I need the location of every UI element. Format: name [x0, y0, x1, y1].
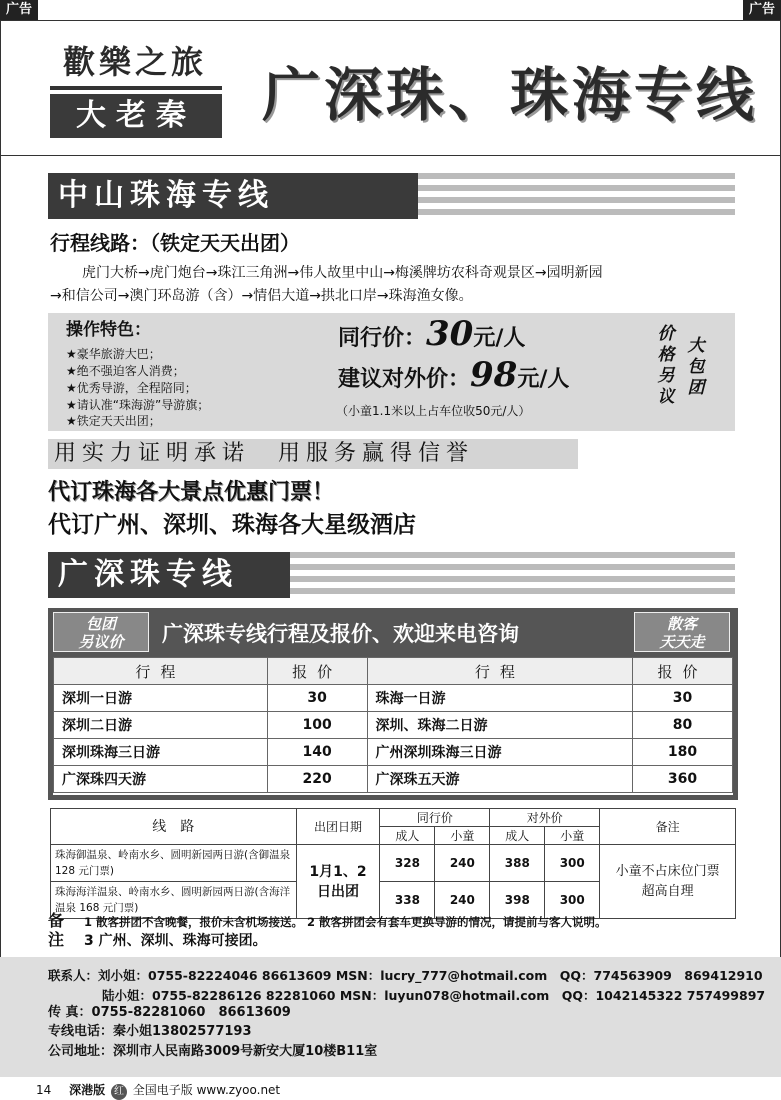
- child-price-note: （小童1.1米以上占车位收50元/人）: [336, 404, 531, 418]
- peer-price: [338, 314, 526, 355]
- notes-label-2: 注: [48, 930, 65, 949]
- price-cell: 338: [380, 882, 435, 919]
- peer-price-value: 30: [426, 314, 474, 354]
- price-cell: 180: [633, 739, 733, 766]
- brand-name: 大老秦: [50, 94, 222, 138]
- badge-line: 包团: [85, 615, 116, 633]
- price-cell: 360: [633, 766, 733, 793]
- header-divider: [0, 155, 781, 156]
- price-cell: 300: [545, 882, 600, 919]
- ad-label-right: 广告: [743, 0, 781, 20]
- remark-cell: 小童不占床位门票超高自理: [600, 845, 736, 919]
- col-adult: 成人: [380, 827, 435, 845]
- section-stripes: [290, 552, 735, 598]
- col-child: 小童: [545, 827, 600, 845]
- feature-item: ★豪华旅游大巴；: [66, 347, 161, 361]
- price-panel-title: 广深珠专线行程及报价、欢迎来电咨询: [162, 622, 519, 646]
- badge-daily: [634, 612, 730, 652]
- price-cell: 100: [267, 712, 367, 739]
- footer: [36, 1080, 280, 1100]
- col-child: 小童: [435, 827, 490, 845]
- brand-divider: [50, 86, 222, 90]
- retail-price: [338, 355, 570, 396]
- price-cell: 240: [435, 845, 490, 882]
- section-stripes: [418, 173, 735, 219]
- table-header: [54, 658, 733, 685]
- price-cell: 328: [380, 845, 435, 882]
- price-cell: 30: [267, 685, 367, 712]
- col-peer: 同行价: [380, 809, 490, 827]
- notes-line-2: 3 广州、深圳、珠海可接团。: [84, 933, 267, 949]
- col-price: 报价: [267, 658, 367, 685]
- notes-line-1: 1 散客拼团不含晚餐，报价未含机场接送。 2 散客拼团会有套车更换导游的情况，请提前与客人说明。: [84, 915, 607, 929]
- table-row: [54, 685, 733, 712]
- fax-line: 传 真：0755-82281060 86613609: [48, 1005, 291, 1020]
- hotline-line: 专线电话：秦小姐13802577193: [48, 1024, 252, 1039]
- price-cell: 30: [633, 685, 733, 712]
- route-line-2: →和信公司→澳门环岛游（含）→情侣大道→拱北口岸→珠海渔女像。: [50, 288, 473, 304]
- address-line: 公司地址：深圳市人民南路3009号新安大厦10楼B11室: [48, 1044, 378, 1059]
- price-cell: 80: [633, 712, 733, 739]
- feature-item: ★绝不强迫客人消费；: [66, 364, 185, 378]
- price-cell: 388: [490, 845, 545, 882]
- price-cell: 140: [267, 739, 367, 766]
- route-cell: 广深珠四天游: [54, 766, 268, 793]
- badge-group-price: [53, 612, 149, 652]
- col-route: 行程: [367, 658, 633, 685]
- features-title: 操作特色：: [66, 320, 151, 340]
- price-cell: 220: [267, 766, 367, 793]
- section-title-gsz: 广深珠专线: [48, 552, 290, 598]
- hot-spring-table: [50, 808, 736, 919]
- col-route: 线 路: [51, 809, 297, 845]
- page-title: 广深珠、珠海专线: [262, 61, 759, 129]
- page-number: 14: [36, 1083, 52, 1097]
- table-row: [54, 766, 733, 793]
- retail-price-unit: 元/人: [517, 367, 570, 392]
- ad-label-left: 广告: [0, 0, 38, 20]
- route-cell: 广州深圳珠海三日游: [367, 739, 633, 766]
- route-cell: 深圳二日游: [54, 712, 268, 739]
- table-row: [54, 712, 733, 739]
- vertical-price-note: 价格另议: [657, 324, 675, 407]
- table-row: [51, 845, 736, 882]
- table-row: [54, 739, 733, 766]
- price-cell: 300: [545, 845, 600, 882]
- edition-label: 深港版: [69, 1083, 106, 1097]
- price-cell: 240: [435, 882, 490, 919]
- col-route: 行程: [54, 658, 268, 685]
- col-adult: 成人: [490, 827, 545, 845]
- badge-line: 散客: [666, 615, 697, 633]
- route-price-table: [53, 657, 733, 795]
- feature-item: ★铁定天天出团；: [66, 414, 161, 428]
- route-cell: 珠海一日游: [367, 685, 633, 712]
- col-remark: 备注: [600, 809, 736, 845]
- retail-price-label: 建议对外价：: [338, 367, 471, 392]
- route-cell: 广深珠五天游: [367, 766, 633, 793]
- vertical-group-note: 大包团: [687, 336, 705, 398]
- route-cell: 珠海海洋温泉、岭南水乡、圆明新园两日游(含海洋温泉 168 元门票): [51, 882, 297, 919]
- route-line-1: 虎门大桥→虎门炮台→珠江三角洲→伟人故里中山→梅溪牌坊农科奇观景区→园明新园: [82, 265, 603, 281]
- peer-price-unit: 元/人: [473, 326, 526, 351]
- feature-item: ★优秀导游，全程陪同；: [66, 381, 197, 395]
- edition-badge-icon: 红: [111, 1084, 127, 1100]
- brand-logo-text: 歡樂之旅: [62, 43, 207, 81]
- section-title-zhongshan: 中山珠海专线: [48, 173, 418, 219]
- contact-line-1: 联系人：刘小姐：0755-82224046 86613609 MSN：lucry_777@hotmail.com QQ：774563909 869412910: [48, 968, 763, 983]
- col-retail: 对外价: [490, 809, 600, 827]
- slogan: [48, 439, 578, 469]
- route-title: 行程线路：（铁定天天出团）: [50, 231, 300, 255]
- route-cell: 深圳珠海三日游: [54, 739, 268, 766]
- retail-price-value: 98: [470, 355, 518, 395]
- notes-label-1: 备: [48, 911, 65, 930]
- promo-tickets: 代订珠海各大景点优惠门票！: [48, 480, 335, 505]
- route-cell: 深圳、珠海二日游: [367, 712, 633, 739]
- col-price: 报价: [633, 658, 733, 685]
- feature-item: ★请认准“珠海游”导游旗；: [66, 398, 210, 412]
- site-label: 全国电子版 www.zyoo.net: [132, 1083, 281, 1097]
- promo-hotels: 代订广州、深圳、珠海各大星级酒店: [48, 512, 416, 538]
- date-cell: 1月1、2日出团: [296, 845, 380, 919]
- badge-line: 另议价: [78, 633, 124, 651]
- badge-line: 天天走: [659, 633, 705, 651]
- price-cell: 398: [490, 882, 545, 919]
- peer-price-label: 同行价：: [338, 326, 427, 351]
- route-cell: 珠海御温泉、岭南水乡、圆明新园两日游(含御温泉 128 元门票): [51, 845, 297, 882]
- col-date: 出团日期: [296, 809, 380, 845]
- contact-line-2: 陆小姐：0755-82286126 82281060 MSN：luyun078@hotmail.com QQ：1042145322 757499897: [102, 988, 766, 1003]
- slogan-text: 用实力证明承诺 用服务赢得信誉: [54, 441, 475, 466]
- route-cell: 深圳一日游: [54, 685, 268, 712]
